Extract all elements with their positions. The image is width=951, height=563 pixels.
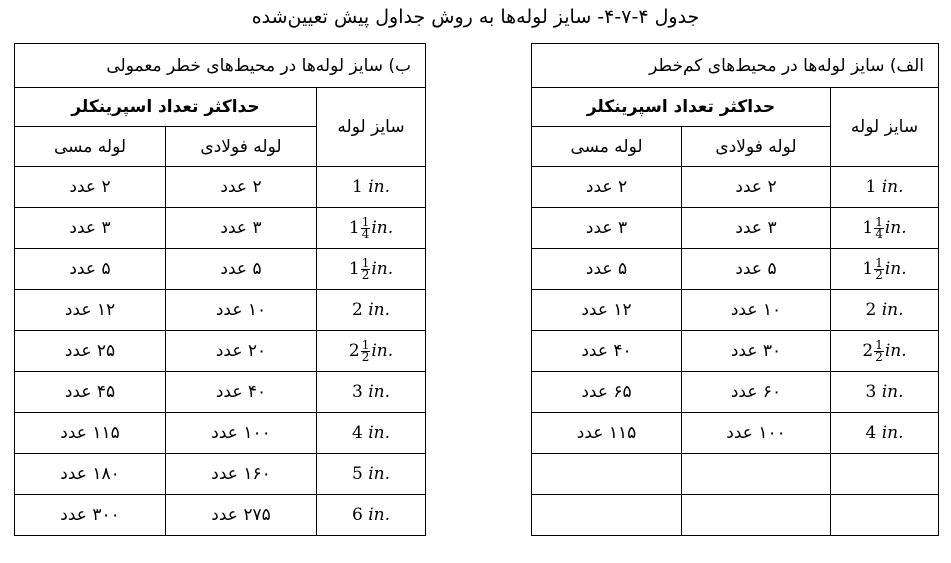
size-whole: 2 (352, 300, 363, 320)
copper-count-cell: ۴۵ عدد (15, 372, 166, 413)
pipe-size-cell (831, 331, 939, 372)
copper-count-cell: ۲۵ عدد (15, 331, 166, 372)
table-normal-hazard (14, 43, 426, 536)
size-whole: 3 (352, 382, 363, 402)
steel-count-cell: ۱۰۰ عدد (682, 413, 831, 454)
size-fraction (874, 337, 884, 364)
steel-count-cell: ۲۰ عدد (166, 331, 317, 372)
size-whole: 1 (865, 177, 877, 197)
table-row (15, 495, 426, 536)
table-row (15, 249, 426, 290)
size-unit: in. (881, 423, 904, 443)
steel-count-cell: ۲ عدد (682, 167, 831, 208)
steel-count-cell: ۱۰ عدد (166, 290, 317, 331)
fraction-numerator: 1 (875, 255, 883, 270)
size-whole: 1 (348, 258, 360, 279)
fraction-numerator: 1 (875, 337, 883, 352)
pipe-size-cell (831, 167, 939, 208)
fraction-numerator: 1 (361, 255, 370, 270)
fraction-denominator: 2 (875, 267, 883, 282)
size-fraction (874, 214, 884, 241)
copper-count-cell: ۳ عدد (15, 208, 166, 249)
size-unit: in. (368, 505, 391, 525)
table-caption: جدول ۴-۷-۴- سایز لوله‌ها به روش جداول پیش تعیین‌شده (251, 6, 700, 28)
steel-pipe-header: لوله فولادی (682, 127, 831, 167)
max-heads-header: حداکثر تعداد اسپرینکلر (15, 88, 317, 127)
table-row (532, 372, 939, 413)
pipe-size-cell (317, 413, 426, 454)
fraction-denominator: 2 (361, 267, 370, 282)
steel-count-cell: ۳ عدد (682, 208, 831, 249)
size-whole: 5 (352, 464, 363, 484)
fraction-numerator: 1 (361, 214, 370, 229)
table-row (532, 413, 939, 454)
copper-count-cell: ۵ عدد (15, 249, 166, 290)
size-unit: in. (881, 382, 904, 402)
pipe-size-cell (831, 208, 939, 249)
copper-count-cell: ۲ عدد (532, 167, 682, 208)
size-unit: in. (881, 177, 904, 197)
table-row (15, 413, 426, 454)
table-row (15, 372, 426, 413)
steel-count-cell: ۱۶۰ عدد (166, 454, 317, 495)
pipe-size-header: سایز لوله (831, 88, 939, 167)
pipe-size-cell (317, 495, 426, 536)
pipe-size-cell (831, 413, 939, 454)
steel-count-cell (682, 454, 831, 495)
size-unit: in. (368, 382, 391, 402)
fraction-numerator: 1 (875, 214, 883, 229)
table-row (532, 454, 939, 495)
table-row (532, 208, 939, 249)
table-row (532, 331, 939, 372)
pipe-size-cell (831, 249, 939, 290)
size-unit: in. (368, 423, 391, 443)
size-fraction (361, 255, 371, 282)
size-fraction (361, 337, 371, 364)
fraction-denominator: 2 (875, 349, 883, 364)
pipe-size-cell (831, 372, 939, 413)
copper-pipe-header: لوله مسی (15, 127, 166, 167)
steel-count-cell: ۱۰۰ عدد (166, 413, 317, 454)
pipe-size-cell (317, 208, 426, 249)
fraction-denominator: 4 (875, 226, 883, 241)
table-row (532, 290, 939, 331)
pipe-size-cell (317, 290, 426, 331)
copper-count-cell: ۱۲ عدد (532, 290, 682, 331)
size-unit: in. (371, 258, 394, 279)
table-body (532, 167, 939, 536)
pipe-size-cell (831, 495, 939, 536)
size-whole: 1 (862, 217, 874, 238)
pipe-size-cell (317, 167, 426, 208)
size-unit: in. (371, 217, 394, 238)
pipe-size-cell (317, 454, 426, 495)
table-row (15, 331, 426, 372)
size-unit: in. (884, 217, 907, 238)
copper-count-cell: ۳ عدد (532, 208, 682, 249)
table-row (15, 290, 426, 331)
copper-count-cell (532, 495, 682, 536)
fraction-denominator: 4 (361, 226, 370, 241)
steel-count-cell: ۱۰ عدد (682, 290, 831, 331)
size-fraction (361, 214, 371, 241)
size-unit: in. (368, 300, 391, 320)
pipe-size-header: سایز لوله (317, 88, 426, 167)
copper-pipe-header: لوله مسی (532, 127, 682, 167)
max-heads-header: حداکثر تعداد اسپرینکلر (532, 88, 831, 127)
size-whole: 2 (348, 340, 360, 361)
size-whole: 2 (862, 340, 874, 361)
size-unit: in. (368, 177, 391, 197)
copper-count-cell: ۶۵ عدد (532, 372, 682, 413)
size-unit: in. (881, 300, 904, 320)
size-whole: 2 (865, 300, 877, 320)
pipe-size-cell (831, 454, 939, 495)
size-whole: 6 (352, 505, 363, 525)
copper-count-cell: ۲ عدد (15, 167, 166, 208)
size-unit: in. (884, 340, 907, 361)
steel-count-cell: ۶۰ عدد (682, 372, 831, 413)
size-fraction (874, 255, 884, 282)
size-unit: in. (368, 464, 391, 484)
size-unit: in. (884, 258, 907, 279)
steel-count-cell: ۵ عدد (166, 249, 317, 290)
copper-count-cell: ۱۸۰ عدد (15, 454, 166, 495)
steel-count-cell (682, 495, 831, 536)
pipe-size-cell (317, 331, 426, 372)
table-row (532, 495, 939, 536)
table-row (532, 249, 939, 290)
copper-count-cell: ۴۰ عدد (532, 331, 682, 372)
steel-count-cell: ۲ عدد (166, 167, 317, 208)
table-row (532, 167, 939, 208)
pipe-size-cell (317, 249, 426, 290)
table-title: ب) سایز لوله‌ها در محیط‌های خطر معمولی (15, 44, 426, 88)
size-whole: 1 (352, 177, 363, 197)
size-whole: 4 (352, 423, 363, 443)
copper-count-cell: ۱۱۵ عدد (15, 413, 166, 454)
copper-count-cell: ۳۰۰ عدد (15, 495, 166, 536)
table-row (15, 167, 426, 208)
steel-count-cell: ۵ عدد (682, 249, 831, 290)
table-title: الف) سایز لوله‌ها در محیط‌های کم‌خطر (532, 44, 939, 88)
pipe-size-cell (317, 372, 426, 413)
table-row (15, 208, 426, 249)
fraction-numerator: 1 (361, 337, 370, 352)
size-whole: 1 (348, 217, 360, 238)
copper-count-cell: ۵ عدد (532, 249, 682, 290)
steel-count-cell: ۳۰ عدد (682, 331, 831, 372)
copper-count-cell (532, 454, 682, 495)
copper-count-cell: ۱۲ عدد (15, 290, 166, 331)
steel-pipe-header: لوله فولادی (166, 127, 317, 167)
fraction-denominator: 2 (361, 349, 370, 364)
size-unit: in. (371, 340, 394, 361)
steel-count-cell: ۲۷۵ عدد (166, 495, 317, 536)
pipe-size-cell (831, 290, 939, 331)
size-whole: 4 (865, 423, 877, 443)
size-whole: 1 (862, 258, 874, 279)
steel-count-cell: ۴۰ عدد (166, 372, 317, 413)
table-body (15, 167, 426, 536)
size-whole: 3 (865, 382, 877, 402)
table-row (15, 454, 426, 495)
copper-count-cell: ۱۱۵ عدد (532, 413, 682, 454)
table-light-hazard (531, 43, 939, 536)
steel-count-cell: ۳ عدد (166, 208, 317, 249)
